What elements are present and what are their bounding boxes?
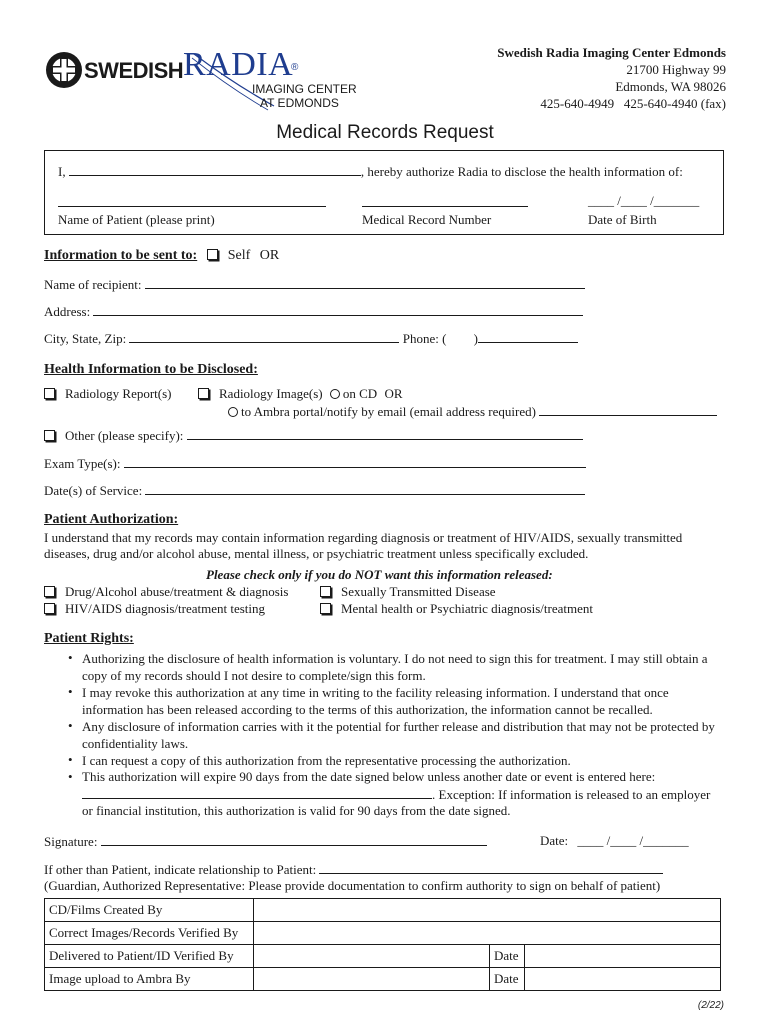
rights-item: I can request a copy of this authorization from the representative processing the authorization. — [82, 753, 571, 768]
facility-name: Swedish Radia Imaging Center Edmonds — [497, 45, 726, 60]
city-label: City, State, Zip: — [44, 331, 127, 346]
info-sent-or: OR — [259, 248, 280, 263]
office-use-table — [44, 898, 721, 991]
sign-date-row — [540, 833, 689, 849]
authorize-suffix: , hereby authorize Radia to disclose the health information of: — [360, 164, 683, 179]
guardian-note: (Guardian, Authorized Representative: Please provide documentation to confirm authority to sign on behalf of patient) — [44, 878, 661, 893]
table-row — [45, 899, 721, 922]
rights-bullet: • — [68, 684, 73, 699]
ambra-option — [228, 403, 717, 420]
authorization-text-1: I understand that my records may contain information regarding diagnosis or treatment of HIV/AIDS, sexually transmitted — [44, 530, 683, 545]
relationship-label: If other than Patient, indicate relationship to Patient: — [44, 862, 317, 877]
dates-field[interactable] — [145, 482, 585, 495]
exam-row — [44, 455, 586, 472]
rights-bullet: • — [68, 769, 73, 784]
cd-radio[interactable] — [330, 389, 340, 399]
facility-street: 21700 Highway 99 — [626, 62, 726, 77]
logo — [44, 44, 364, 114]
info-sent-row — [44, 248, 279, 264]
self-label: Self — [227, 248, 251, 263]
address-field[interactable] — [93, 303, 583, 316]
dates-label: Date(s) of Service: — [44, 483, 143, 498]
hiv-checkbox[interactable] — [44, 603, 55, 614]
rights-bullet: • — [68, 650, 73, 665]
address-row — [44, 303, 583, 320]
ambra-radio[interactable] — [228, 407, 238, 417]
signature-field[interactable] — [101, 833, 487, 846]
exam-label: Exam Type(s): — [44, 456, 121, 471]
date-label-cell: Date — [490, 945, 525, 968]
radiology-report-option — [44, 386, 172, 402]
radiology-image-option — [198, 386, 403, 402]
city-field[interactable] — [129, 330, 399, 343]
recipient-row — [44, 276, 585, 293]
brand-line2: AT EDMONDS — [260, 96, 339, 110]
brand-swedish: SWEDISH — [84, 58, 184, 83]
expire-row — [82, 786, 710, 803]
table-cell[interactable] — [254, 968, 490, 991]
table-row-label: Delivered to Patient/ID Verified By — [45, 945, 254, 968]
form-version: (2/22) — [697, 1000, 724, 1011]
date-label-cell: Date — [490, 968, 525, 991]
recipient-field[interactable] — [145, 276, 585, 289]
exam-field[interactable] — [124, 455, 586, 468]
mental-checkbox[interactable] — [320, 603, 331, 614]
expire-text-3: or financial institution, this authorization is valid for 90 days from the date signed. — [82, 803, 511, 818]
mrn-label: Medical Record Number — [362, 212, 492, 227]
rights-item: Authorizing the disclosure of health information is voluntary. I do not need to sign this for treatment. I may still obtain a copy of my records should I not desire to complete/sign this form. — [82, 651, 708, 683]
other-label: Other (please specify): — [65, 428, 184, 443]
rights-heading: Patient Rights: — [44, 631, 134, 646]
other-checkbox[interactable] — [44, 430, 55, 441]
hiv-option — [44, 601, 265, 617]
other-option — [44, 427, 583, 444]
authorization-heading: Patient Authorization: — [44, 512, 179, 527]
ambra-label: to Ambra portal/notify by email (email address required) — [241, 404, 536, 419]
dob-label: Date of Birth — [588, 212, 657, 227]
table-cell[interactable] — [254, 899, 721, 922]
drug-option — [44, 584, 288, 600]
self-checkbox[interactable] — [207, 249, 218, 260]
mental-option — [320, 601, 593, 617]
phone-field[interactable] — [478, 330, 578, 343]
date-cell[interactable] — [525, 945, 721, 968]
sign-date-field[interactable]: ____ /____ /_______ — [577, 833, 689, 848]
exclusion-note: Please check only if you do NOT want this information released: — [206, 567, 553, 582]
brand-line1: IMAGING CENTER — [252, 82, 357, 96]
hiv-label: HIV/AIDS diagnosis/treatment testing — [65, 601, 266, 616]
sign-date-label: Date: — [540, 833, 569, 848]
relationship-row — [44, 861, 663, 878]
radiology-image-label: Radiology Image(s) — [219, 386, 323, 401]
authorizer-name-field[interactable] — [69, 163, 361, 176]
swedish-cross-icon — [44, 50, 84, 90]
dob-field[interactable]: ____ /____ /_______ — [588, 193, 700, 208]
email-field[interactable] — [539, 403, 717, 416]
rights-item: I may revoke this authorization at any time in writing to the facility releasing information. I understand that once information has been released according to the terms of this authorization, the information cannot be recalled. — [82, 685, 669, 717]
patient-name-field[interactable] — [58, 194, 326, 207]
address-label: Address: — [44, 304, 91, 319]
radiology-image-checkbox[interactable] — [198, 388, 209, 399]
relationship-field[interactable] — [319, 861, 663, 874]
facility-city: Edmonds, WA 98026 — [615, 79, 726, 94]
mental-label: Mental health or Psychiatric diagnosis/treatment — [341, 601, 593, 616]
expire-text-2: . Exception: If information is released to an employer — [432, 787, 711, 802]
rights-bullet: • — [68, 718, 73, 733]
drug-checkbox[interactable] — [44, 586, 55, 597]
authorization-text-2: diseases, drug and/or alcohol abuse, mental illness, or psychiatric treatment unless specifically excluded. — [44, 546, 589, 561]
facility-phones: 425-640-4949 425-640-4940 (fax) — [540, 96, 726, 111]
mrn-field[interactable] — [362, 194, 528, 207]
patient-name-label: Name of Patient (please print) — [58, 212, 215, 227]
signature-label: Signature: — [44, 834, 98, 849]
cd-label: on CD — [342, 386, 378, 401]
table-row — [45, 922, 721, 945]
table-cell[interactable] — [254, 945, 490, 968]
expire-text-1: This authorization will expire 90 days from the date signed below unless another date or event is entered here: — [82, 769, 656, 784]
page-title: Medical Records Request — [276, 122, 494, 143]
authorize-prefix: I, — [58, 164, 66, 179]
table-row-label: Correct Images/Records Verified By — [45, 922, 254, 945]
cd-or: OR — [384, 386, 403, 401]
radiology-report-checkbox[interactable] — [44, 388, 55, 399]
other-field[interactable] — [187, 427, 583, 440]
phone-close: ) — [473, 331, 479, 346]
radiology-report-label: Radiology Report(s) — [65, 386, 172, 401]
std-checkbox[interactable] — [320, 586, 331, 597]
recipient-label: Name of recipient: — [44, 277, 142, 292]
table-row — [45, 945, 721, 968]
signature-row — [44, 833, 487, 850]
std-option — [320, 584, 496, 600]
info-sent-heading: Information to be sent to: — [44, 248, 198, 263]
std-label: Sexually Transmitted Disease — [341, 584, 496, 599]
expire-field[interactable] — [82, 786, 432, 799]
city-row — [44, 330, 578, 347]
date-cell[interactable] — [525, 968, 721, 991]
table-cell[interactable] — [254, 922, 721, 945]
table-row — [45, 968, 721, 991]
authorize-line — [58, 163, 683, 180]
rights-item: Any disclosure of information carries with it the potential for further release and distribution that may not be protected by confidentiality laws. — [82, 719, 715, 751]
brand-registered: ® — [291, 62, 299, 73]
rights-bullet: • — [68, 752, 73, 767]
health-info-heading: Health Information to be Disclosed: — [44, 362, 258, 377]
table-row-label: Image upload to Ambra By — [45, 968, 254, 991]
table-row-label: CD/Films Created By — [45, 899, 254, 922]
phone-label: Phone: ( — [402, 331, 447, 346]
brand-radia: RADIA — [183, 46, 294, 83]
dates-row — [44, 482, 585, 499]
drug-label: Drug/Alcohol abuse/treatment & diagnosis — [65, 584, 289, 599]
